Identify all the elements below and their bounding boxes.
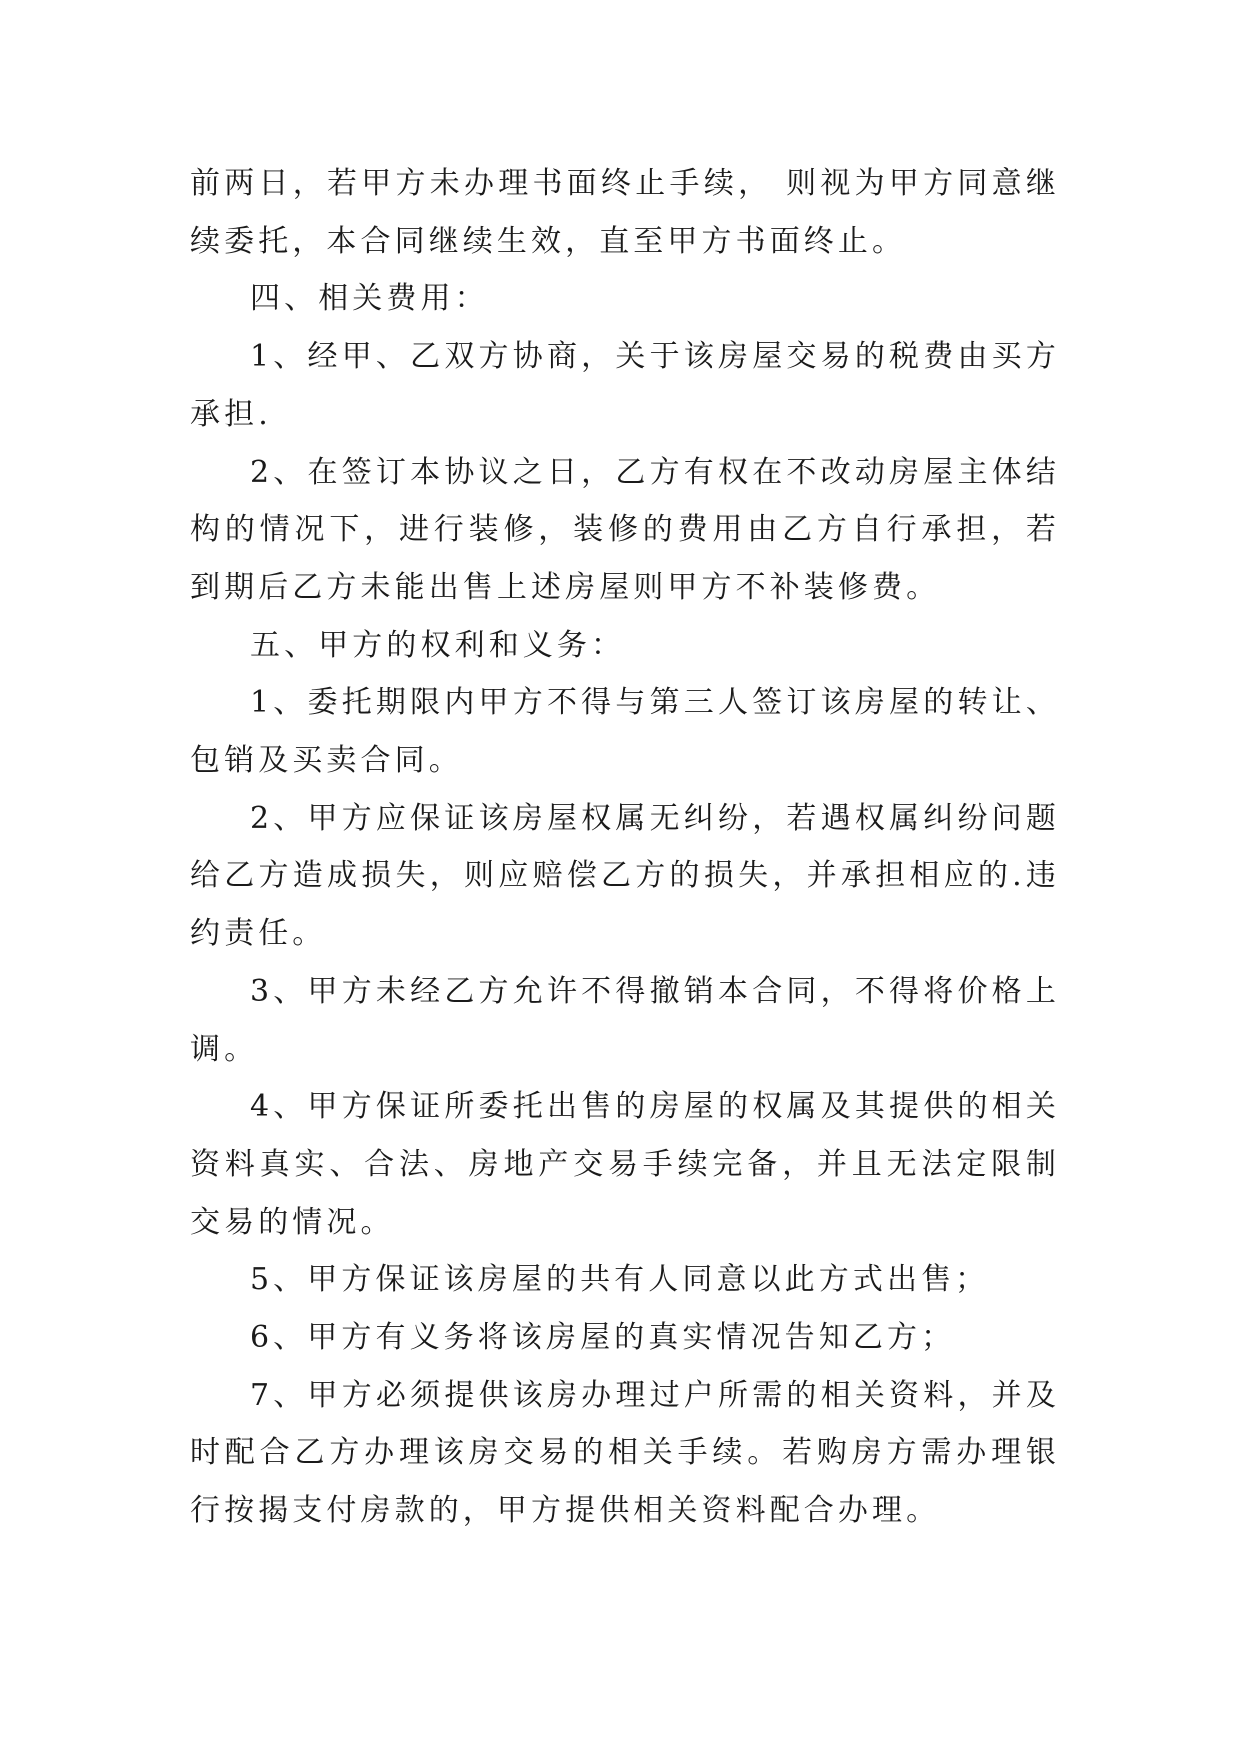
paragraph-duty-3: 3、甲方未经乙方允许不得撤销本合同，不得将价格上调。 <box>190 973 1060 1067</box>
paragraph-duty-6: 6、甲方有义务将该房屋的真实情况告知乙方； <box>250 1320 956 1356</box>
heading-section-five: 五、甲方的权利和义务： <box>250 627 626 663</box>
paragraph-duty-2: 2、甲方应保证该房屋权属无纠纷，若遇权属纠纷问题给乙方造成损失，则应赔偿乙方的损失，并承担相应的.违约责任。 <box>190 800 1060 952</box>
paragraph-fee-1: 1、经甲、乙双方协商，关于该房屋交易的税费由买方承担. <box>190 339 1060 432</box>
paragraph-fee-2: 2、在签订本协议之日，乙方有权在不改动房屋主体结构的情况下，进行装修，装修的费用由乙方自行承担，若到期后乙方未能出售上述房屋则甲方不补装修费。 <box>190 454 1060 605</box>
paragraph-continuation: 前两日，若甲方未办理书面终止手续， 则视为甲方同意继续委托，本合同继续生效，直至甲方书面终止。 <box>190 166 1060 259</box>
heading-section-four: 四、相关费用： <box>250 281 489 317</box>
document-body <box>190 155 1060 1540</box>
paragraph-duty-1: 1、委托期限内甲方不得与第三人签订该房屋的转让、包销及买卖合同。 <box>190 685 1060 779</box>
paragraph-duty-5: 5、甲方保证该房屋的共有人同意以此方式出售； <box>250 1262 990 1298</box>
paragraph-duty-7: 7、甲方必须提供该房办理过户所需的相关资料，并及时配合乙方办理该房交易的相关手续。若购房方需办理银行按揭支付房款的，甲方提供相关资料配合办理。 <box>190 1377 1060 1529</box>
paragraph-duty-4: 4、甲方保证所委托出售的房屋的权属及其提供的相关资料真实、合法、房地产交易手续完备，并且无法定限制交易的情况。 <box>190 1089 1060 1240</box>
